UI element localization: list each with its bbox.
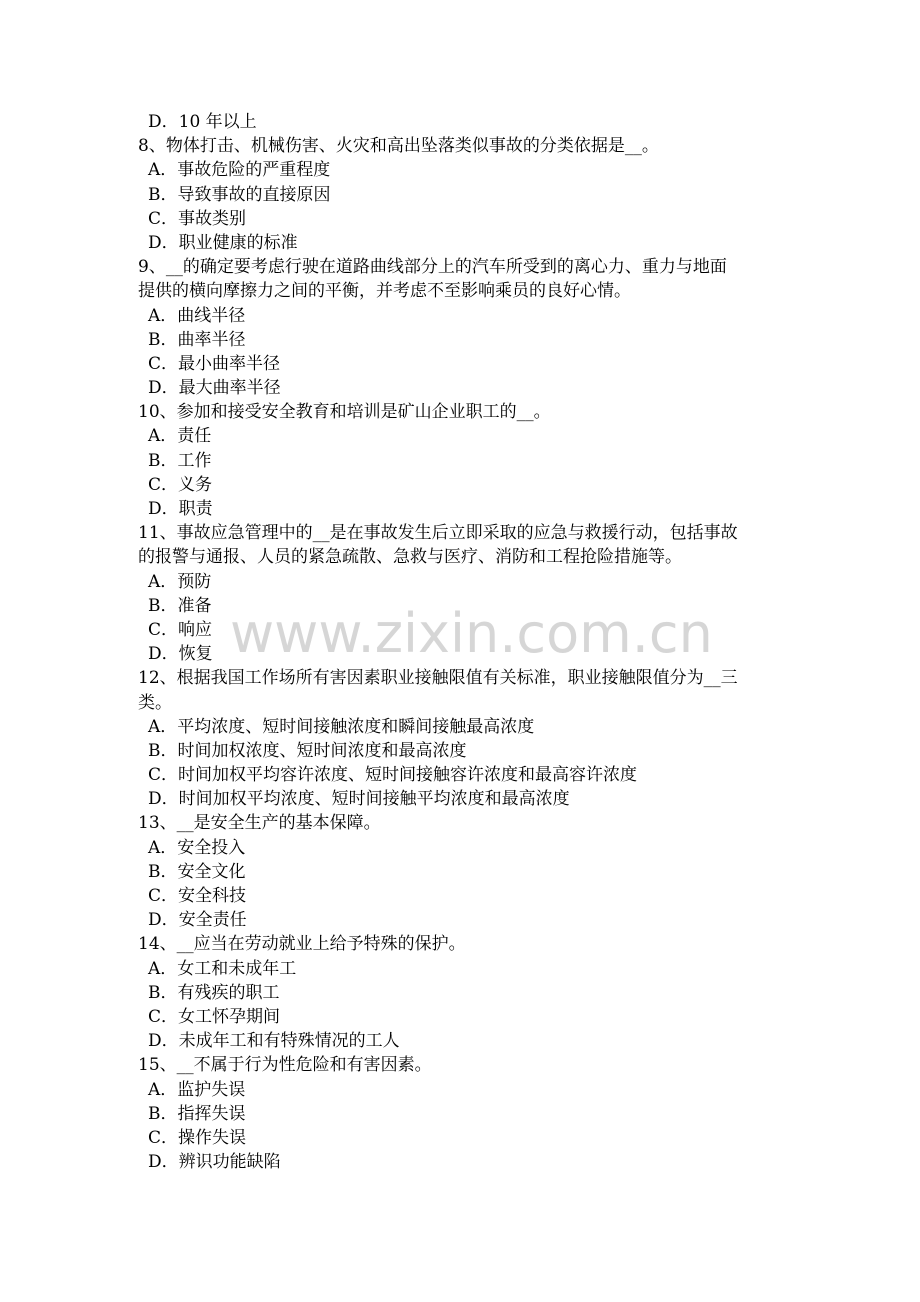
answer-option: A．女工和未成年工 xyxy=(148,958,297,979)
answer-option: D．辨识功能缺陷 xyxy=(148,1152,281,1173)
answer-option: C．女工怀孕期间 xyxy=(148,1006,281,1027)
question-continuation: 的报警与通报、人员的紧急疏散、急救与医疗、消防和工程抢险措施等。 xyxy=(138,547,682,568)
answer-option: A．监护失误 xyxy=(148,1079,246,1100)
answer-option: D．未成年工和有特殊情况的工人 xyxy=(148,1031,400,1052)
question-text: 8、物体打击、机械伤害、火灾和高出坠落类似事故的分类依据是__。 xyxy=(138,136,659,157)
answer-option: C．时间加权平均容许浓度、短时间接触容许浓度和最高容许浓度 xyxy=(148,765,638,786)
answer-option: C．事故类别 xyxy=(148,208,247,229)
answer-option: A．事故危险的严重程度 xyxy=(148,160,331,181)
question-text: 13、__是安全生产的基本保障。 xyxy=(138,813,381,834)
answer-option: B．时间加权浓度、短时间浓度和最高浓度 xyxy=(148,740,467,761)
question-text: 14、__应当在劳动就业上给予特殊的保护。 xyxy=(138,934,466,955)
answer-option: B．准备 xyxy=(148,595,212,616)
answer-option: C．义务 xyxy=(148,474,213,495)
answer-option: D．恢复 xyxy=(148,644,213,665)
answer-option: A．预防 xyxy=(148,571,212,592)
answer-option: A．平均浓度、短时间接触浓度和瞬间接触最高浓度 xyxy=(148,716,535,737)
answer-option: A．安全投入 xyxy=(148,837,246,858)
answer-option: B．工作 xyxy=(148,450,212,471)
question-continuation: 提供的横向摩擦力之间的平衡，并考虑不至影响乘员的良好心情。 xyxy=(138,281,631,302)
answer-option: D．最大曲率半径 xyxy=(148,378,281,399)
answer-option: D．职业健康的标准 xyxy=(148,232,298,253)
answer-option: B．指挥失误 xyxy=(148,1103,246,1124)
answer-option: D．职责 xyxy=(148,499,213,519)
watermark: www.zixin.com.cn xyxy=(230,602,713,665)
answer-option: A．曲线半径 xyxy=(148,305,246,326)
answer-option: B．安全文化 xyxy=(148,861,246,882)
answer-option: C．操作失误 xyxy=(148,1127,247,1148)
answer-option: C．最小曲率半径 xyxy=(148,353,281,374)
answer-option: C．安全科技 xyxy=(148,886,247,906)
answer-option: D．时间加权平均浓度、短时间接触平均浓度和最高浓度 xyxy=(148,789,570,810)
question-continuation: 类。 xyxy=(138,692,172,713)
answer-option: D．10 年以上 xyxy=(148,112,257,132)
answer-option: D．安全责任 xyxy=(148,910,247,931)
question-text: 11、事故应急管理中的__是在事故发生后立即采取的应急与救援行动，包括事故 xyxy=(138,523,738,544)
answer-option: B．导致事故的直接原因 xyxy=(148,184,331,205)
question-text: 10、参加和接受安全教育和培训是矿山企业职工的__。 xyxy=(138,402,551,423)
answer-option: A．责任 xyxy=(148,426,212,447)
answer-option: B．有残疾的职工 xyxy=(148,982,280,1003)
question-text: 15、__不属于行为性危险和有害因素。 xyxy=(138,1055,432,1076)
question-text: 12、根据我国工作场所有害因素职业接触限值有关标准，职业接触限值分为__三 xyxy=(138,668,738,689)
answer-option: C．响应 xyxy=(148,619,213,640)
question-text: 9、__的确定要考虑行驶在道路曲线部分上的汽车所受到的离心力、重力与地面 xyxy=(138,257,727,278)
answer-option: B．曲率半径 xyxy=(148,329,246,350)
